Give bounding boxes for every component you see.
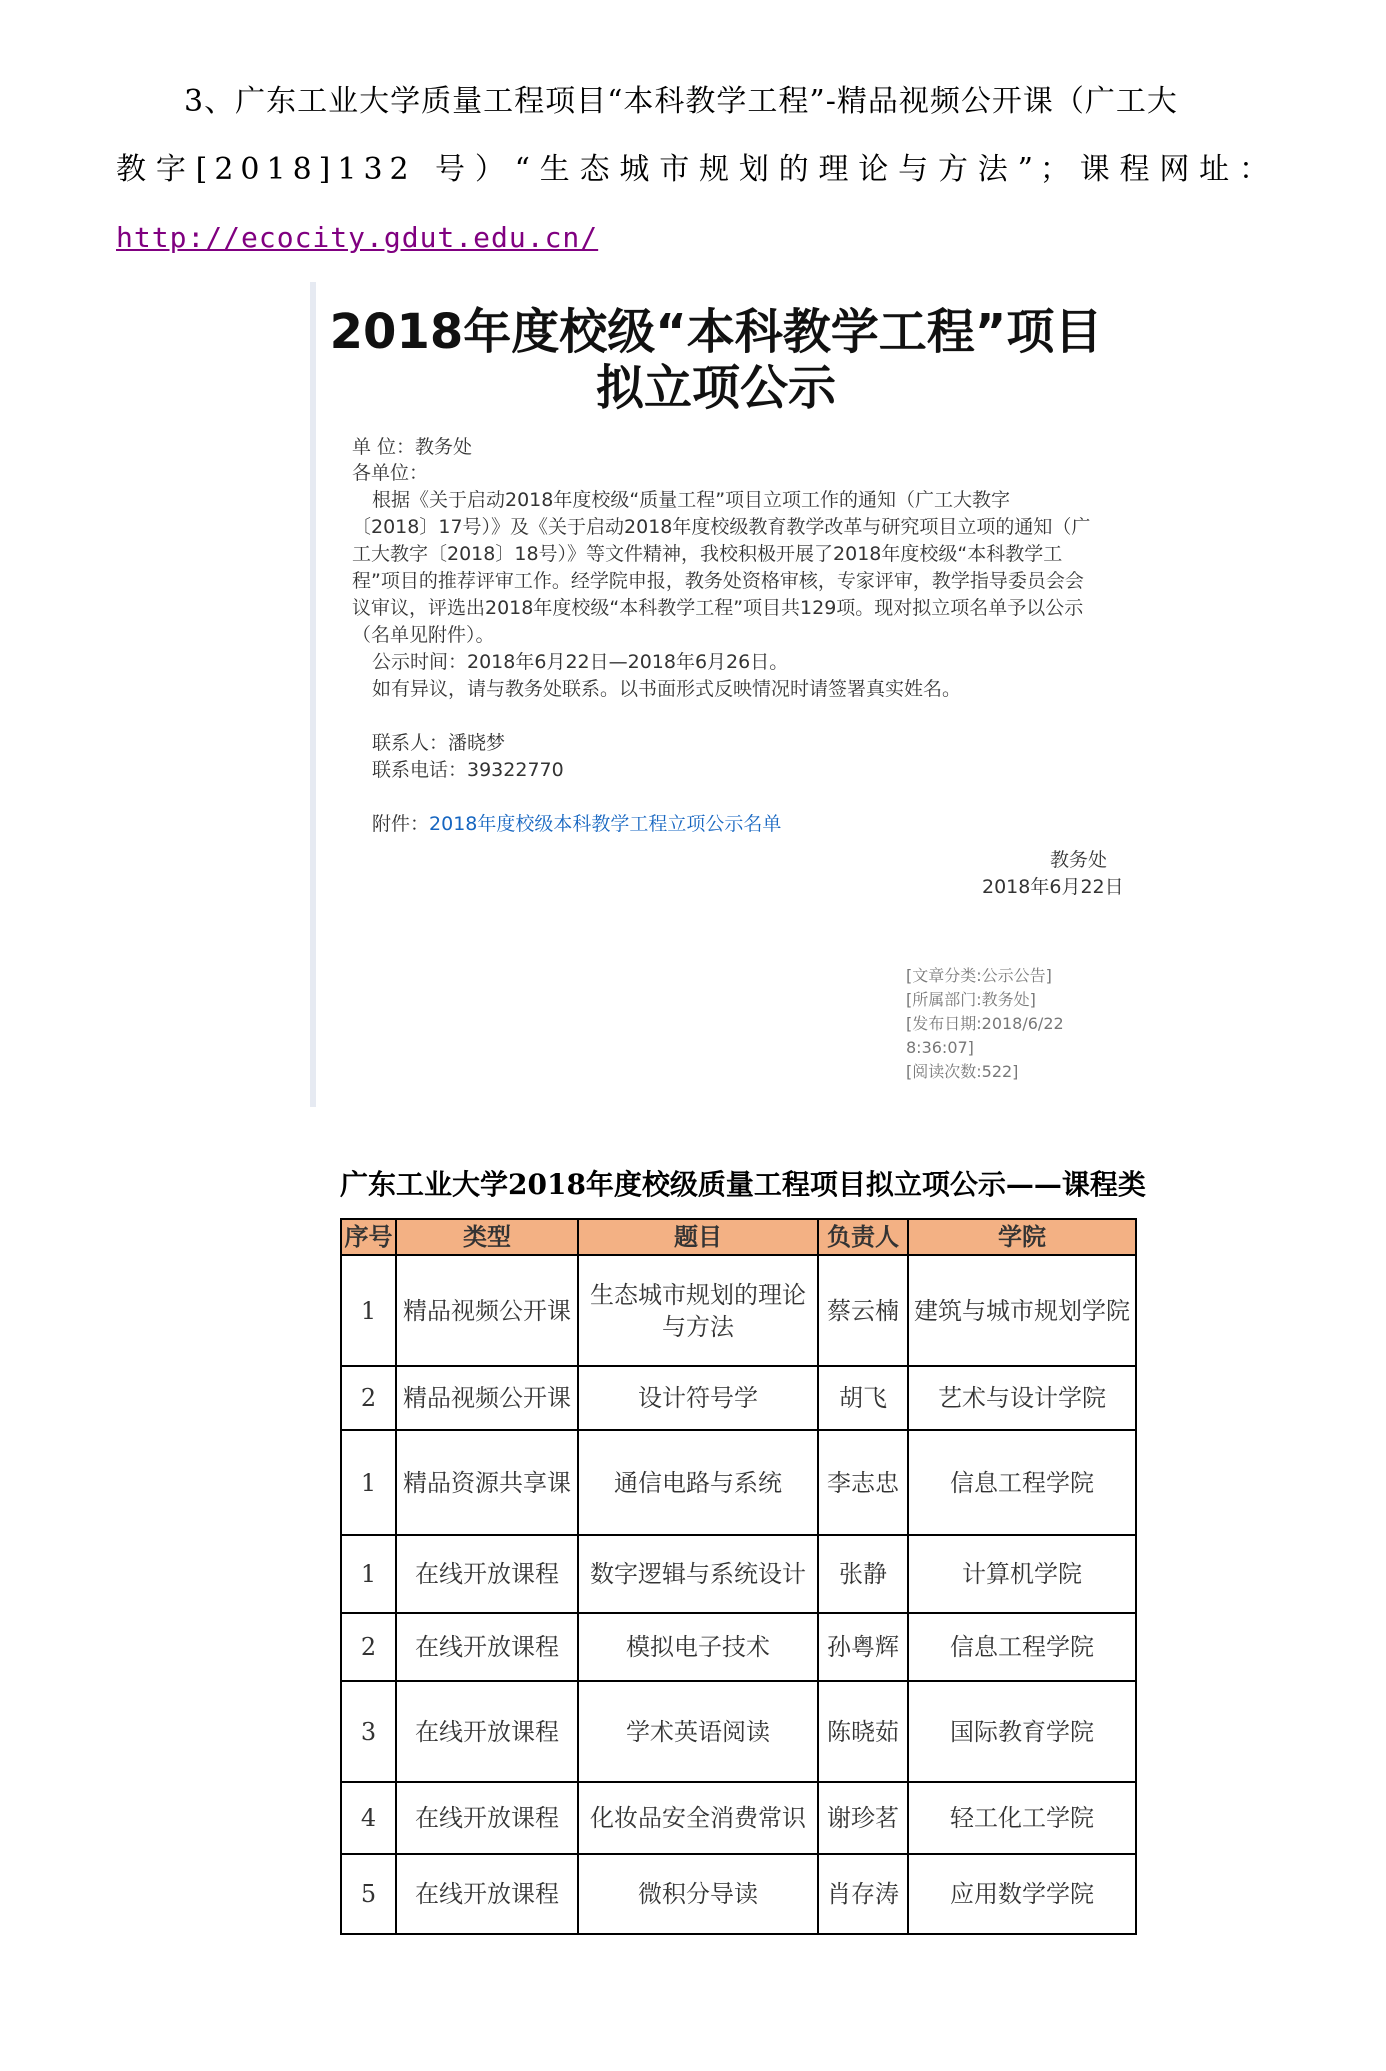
- cell-owner: 陈晓茹: [818, 1681, 908, 1782]
- table-row: [341, 1782, 1136, 1854]
- cell-index: 5: [341, 1854, 396, 1934]
- announcement-title: [316, 304, 1116, 416]
- cell-index: 3: [341, 1681, 396, 1782]
- cell-owner: 李志忠: [818, 1430, 908, 1535]
- cell-subject: 学术英语阅读: [578, 1681, 818, 1782]
- cell-college: 信息工程学院: [908, 1430, 1136, 1535]
- header-index: 序号: [341, 1219, 396, 1255]
- cell-type: 在线开放课程: [396, 1782, 578, 1854]
- cell-owner: 肖存涛: [818, 1854, 908, 1934]
- cell-type: 在线开放课程: [396, 1854, 578, 1934]
- cell-owner: 孙粤辉: [818, 1613, 908, 1681]
- cell-college: 建筑与城市规划学院: [908, 1255, 1136, 1366]
- cell-index: 1: [341, 1255, 396, 1366]
- cell-index: 2: [341, 1613, 396, 1681]
- announcement-period: 公示时间：2018年6月22日—2018年6月26日。: [372, 651, 789, 673]
- cell-college: 艺术与设计学院: [908, 1366, 1136, 1430]
- announcement-screenshot: [310, 282, 1124, 1107]
- announcement-date: 2018年6月22日: [982, 876, 1124, 898]
- cell-index: 1: [341, 1535, 396, 1613]
- table-row: [341, 1681, 1136, 1782]
- announcement-signature: 教务处: [1050, 849, 1108, 871]
- body-line: 工大教字〔2018〕18号）》等文件精神，我校积极开展了2018年度校级“本科教学工: [352, 543, 1063, 565]
- cell-subject: 设计符号学: [578, 1366, 818, 1430]
- meta-read-count: [阅读次数:522]: [906, 1062, 1019, 1081]
- cell-type: 在线开放课程: [396, 1681, 578, 1782]
- header-college: 学院: [908, 1219, 1136, 1255]
- meta-publish-time: 8:36:07]: [906, 1038, 974, 1057]
- cell-subject: 微积分导读: [578, 1854, 818, 1934]
- table-row: [341, 1535, 1136, 1613]
- cell-owner: 蔡云楠: [818, 1255, 908, 1366]
- cell-subject: 模拟电子技术: [578, 1613, 818, 1681]
- cell-college: 轻工化工学院: [908, 1782, 1136, 1854]
- meta-category: [文章分类:公示公告]: [906, 966, 1052, 985]
- cell-owner: 胡飞: [818, 1366, 908, 1430]
- course-url-link[interactable]: http://ecocity.gdut.edu.cn/: [116, 221, 599, 254]
- cell-index: 4: [341, 1782, 396, 1854]
- announcement-phone: 联系电话：39322770: [372, 759, 564, 781]
- table-row: [341, 1366, 1136, 1430]
- announcement-attachment: [372, 811, 781, 838]
- attachment-label: 附件：: [372, 813, 430, 835]
- article-meta: [906, 964, 1064, 1084]
- course-table: [340, 1218, 1137, 1935]
- announcement-unit: 单 位：教务处: [352, 436, 473, 458]
- announcement-contact: 联系人：潘晓梦: [372, 732, 506, 754]
- announcement-title-line-1: 2018年度校级“本科教学工程”项目: [329, 304, 1103, 360]
- intro-line-2: 教字[2018]132 号）“生态城市规划的理论与方法”；课程网址：: [116, 152, 1276, 187]
- cell-index: 1: [341, 1430, 396, 1535]
- table-row: [341, 1613, 1136, 1681]
- cell-owner: 谢珍茗: [818, 1782, 908, 1854]
- cell-college: 信息工程学院: [908, 1613, 1136, 1681]
- cell-subject: 通信电路与系统: [578, 1430, 818, 1535]
- body-line: 程”项目的推荐评审工作。经学院申报，教务处资格审核，专家评审，教学指导委员会会: [352, 570, 1084, 592]
- cell-college: 计算机学院: [908, 1535, 1136, 1613]
- intro-paragraph: [116, 68, 1276, 272]
- cell-type: 精品视频公开课: [396, 1255, 578, 1366]
- body-line: 议审议，评选出2018年度校级“本科教学工程”项目共129项。现对拟立项名单予以公示: [352, 597, 1084, 619]
- header-type: 类型: [396, 1219, 578, 1255]
- body-line: 〔2018〕17号）》及《关于启动2018年度校级教育教学改革与研究项目立项的通知（广: [352, 516, 1091, 538]
- cell-owner: 张静: [818, 1535, 908, 1613]
- table-header-row: [341, 1219, 1136, 1255]
- announcement-title-line-2: 拟立项公示: [595, 360, 836, 416]
- meta-publish-date: [发布日期:2018/6/22: [906, 1014, 1064, 1033]
- table-row: [341, 1255, 1136, 1366]
- cell-subject: 数字逻辑与系统设计: [578, 1535, 818, 1613]
- cell-subject: 化妆品安全消费常识: [578, 1782, 818, 1854]
- cell-type: 在线开放课程: [396, 1613, 578, 1681]
- cell-subject: 生态城市规划的理论与方法: [578, 1255, 818, 1366]
- announcement-greeting: 各单位：: [352, 462, 429, 484]
- table-row: [341, 1430, 1136, 1535]
- attachment-link[interactable]: 2018年度校级本科教学工程立项公示名单: [429, 813, 782, 835]
- header-subject: 题目: [578, 1219, 818, 1255]
- cell-college: 应用数学学院: [908, 1854, 1136, 1934]
- announcement-objection: 如有异议，请与教务处联系。以书面形式反映情况时请签署真实姓名。: [372, 678, 962, 700]
- cell-type: 在线开放课程: [396, 1535, 578, 1613]
- body-line: （名单见附件）。: [352, 624, 495, 646]
- cell-type: 精品资源共享课: [396, 1430, 578, 1535]
- cell-index: 2: [341, 1366, 396, 1430]
- header-owner: 负责人: [818, 1219, 908, 1255]
- table-title: 广东工业大学2018年度校级质量工程项目拟立项公示——课程类: [340, 1168, 1146, 1201]
- cell-college: 国际教育学院: [908, 1681, 1136, 1782]
- meta-department: [所属部门:教务处]: [906, 990, 1036, 1009]
- intro-line-1: 3、广东工业大学质量工程项目“本科教学工程”-精品视频公开课（广工大: [184, 84, 1178, 119]
- cell-type: 精品视频公开课: [396, 1366, 578, 1430]
- table-row: [341, 1854, 1136, 1934]
- body-line: 根据《关于启动2018年度校级“质量工程”项目立项工作的通知（广工大教字: [372, 489, 1011, 511]
